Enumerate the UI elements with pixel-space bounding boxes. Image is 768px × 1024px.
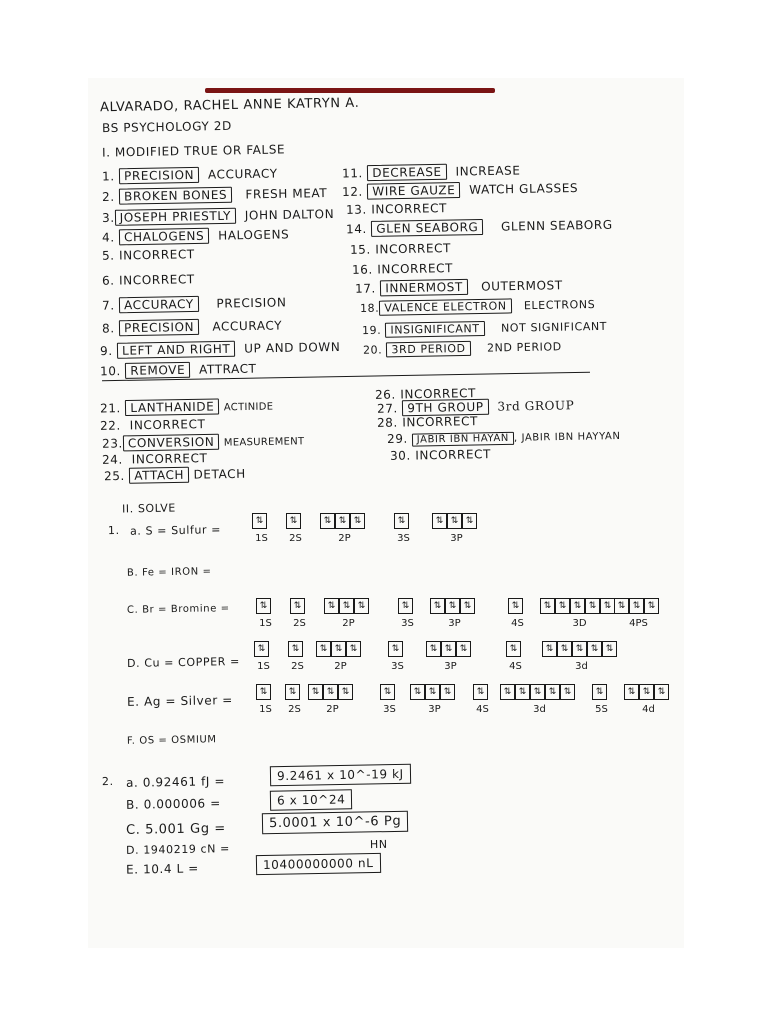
item-10: 10. REMOVE ATTRACT [99,361,257,379]
item-1: 1. PRECISION ACCURACY [101,166,278,184]
q1b-label: B. Fe = IRON = [126,566,212,579]
item-2: 2. BROKEN BONES FRESH MEAT [101,186,328,204]
item-26: 26. INCORRECT [374,386,477,402]
orbital-box: ⇅ [500,684,515,700]
item-8: 8. PRECISION ACCURACY [101,318,283,336]
q2a-answer: 9.2461 x 10^-19 kJ [270,764,411,786]
q2c-given: C. 5.001 Gg = [125,821,226,838]
orbital-box: ⇅ [320,513,335,529]
orbital-label: 3S [383,704,396,715]
orbital-box: ⇅ [254,641,269,657]
orbital-box: ⇅ [570,598,585,614]
orbital-box: ⇅ [585,598,600,614]
orbital-label: 2S [289,533,302,544]
orbital-box: ⇅ [335,513,350,529]
orbital-box: ⇅ [540,598,555,614]
orbital-label: 1S [255,533,268,544]
orbital-box: ⇅ [425,684,440,700]
orbital-box: ⇅ [560,684,575,700]
item-7: 7. ACCURACY PRECISION [101,295,287,313]
orbital-label: 3S [391,661,404,672]
q2c-answer: 5.0001 x 10^-6 Pg [262,811,409,835]
part2-title: II. SOLVE [121,501,177,516]
item-14: 14. GLEN SEABORG GLENN SEABORG [345,217,613,237]
orbital-box: ⇅ [639,684,654,700]
q2b-given: B. 0.000006 = [125,796,221,812]
q1-number: 1. [107,523,120,538]
orbital-box: ⇅ [308,684,323,700]
orbital-box: ⇅ [388,641,403,657]
item-28: 28. INCORRECT [376,414,479,430]
orbital-box: ⇅ [252,513,267,529]
orbital-box: ⇅ [508,598,523,614]
item-22: 22. INCORRECT [99,417,206,433]
orbital-box: ⇅ [354,598,369,614]
orbital-box: ⇅ [331,641,346,657]
orbital-label: 1S [257,661,270,672]
orbital-box: ⇅ [506,641,521,657]
orbital-box: ⇅ [545,684,560,700]
item-16: 16. INCORRECT [351,261,454,277]
orbital-box: ⇅ [380,684,395,700]
orbital-box: ⇅ [256,598,271,614]
item-30: 30. INCORRECT [389,447,492,463]
q1c-label: C. Br = Bromine = [126,603,230,616]
orbital-label: 2S [288,704,301,715]
orbital-label: 1S [259,618,272,629]
orbital-box: ⇅ [542,641,557,657]
item-23: 23. CONVERSION MEASUREMENT [101,434,305,451]
item-5: 5. INCORRECT [101,247,195,263]
orbital-box: ⇅ [430,598,445,614]
item-29: 29. JABIR IBN HAYAN , JABIR IBN HAYYAN [386,430,621,447]
item-17: 17. INNERMOST OUTERMOST [354,278,563,296]
orbital-label: 3P [450,533,463,544]
orbital-box: ⇅ [462,513,477,529]
part1-title: I. MODIFIED TRUE OR FALSE [101,142,286,160]
item-18: 18. VALENCE ELECTRON ELECTRONS [359,297,596,316]
orbital-box: ⇅ [572,641,587,657]
orbital-box: ⇅ [592,684,607,700]
orbital-box: ⇅ [460,598,475,614]
orbital-label: 5S [595,704,608,715]
orbital-label: 3P [444,661,457,672]
orbital-box: ⇅ [290,598,305,614]
orbital-box: ⇅ [323,684,338,700]
orbital-box: ⇅ [557,641,572,657]
q1d-label: D. Cu = COPPER = [126,655,240,670]
orbital-box: ⇅ [426,641,441,657]
orbital-box: ⇅ [288,641,303,657]
orbital-box: ⇅ [629,598,644,614]
orbital-label: 2S [291,661,304,672]
orbital-box: ⇅ [410,684,425,700]
orbital-box: ⇅ [600,598,615,614]
item-19: 19. INSIGNIFICANT NOT SIGNIFICANT [361,319,608,338]
q1f-label: F. OS = OSMIUM [126,734,217,747]
orbital-box: ⇅ [456,641,471,657]
orbital-box: ⇅ [432,513,447,529]
orbital-label: 3D [572,618,587,629]
orbital-box: ⇅ [316,641,331,657]
item-12: 12. WIRE GAUZE WATCH GLASSES [341,180,579,200]
orbital-box: ⇅ [614,598,629,614]
orbital-box: ⇅ [339,598,354,614]
orbital-box: ⇅ [654,684,669,700]
item-3: 3. JOSEPH PRIESTLY JOHN DALTON [101,206,335,226]
q2d-answer: HN [369,837,388,852]
orbital-box: ⇅ [286,513,301,529]
item-20: 20. 3RD PERIOD 2ND PERIOD [362,340,562,357]
orbital-label: 4d [642,704,655,715]
orbital-box: ⇅ [530,684,545,700]
orbital-box: ⇅ [324,598,339,614]
orbital-box: ⇅ [515,684,530,700]
orbital-box: ⇅ [338,684,353,700]
orbital-label: 2S [293,618,306,629]
orbital-box: ⇅ [256,684,271,700]
q2d-given: D. 1940219 cN = [125,842,231,857]
orbital-box: ⇅ [350,513,365,529]
q1a-label: a. S = Sulfur = [129,523,222,538]
orbital-label: 3S [401,618,414,629]
item-11: 11. DECREASE INCREASE [341,163,521,181]
orbital-label: 3d [533,704,546,715]
item-9: 9. LEFT AND RIGHT UP AND DOWN [99,339,341,359]
item-6: 6. INCORRECT [101,272,195,288]
orbital-label: 2P [326,704,339,715]
q2e-given: E. 10.4 L = [125,861,200,877]
item-13: 13. INCORRECT [345,201,448,217]
student-name: ALVARADO, RACHEL ANNE KATRYN A. [99,95,360,116]
orbital-label: 2P [334,661,347,672]
orbital-label: 4S [476,704,489,715]
orbital-label: 4PS [629,618,648,629]
q2-number: 2. [101,774,114,789]
orbital-box: ⇅ [555,598,570,614]
orbital-box: ⇅ [394,513,409,529]
student-course: BS PSYCHOLOGY 2D [101,118,232,136]
orbital-box: ⇅ [447,513,462,529]
orbital-box: ⇅ [346,641,361,657]
item-24: 24. INCORRECT [101,451,208,467]
orbital-label: 3S [397,533,410,544]
q2e-answer: 10400000000 nL [256,853,381,875]
orbital-box: ⇅ [624,684,639,700]
item-4: 4. CHALOGENS HALOGENS [101,227,290,245]
orbital-box: ⇅ [445,598,460,614]
orbital-box: ⇅ [602,641,617,657]
orbital-box: ⇅ [398,598,413,614]
item-15: 15. INCORRECT [349,241,452,257]
q2a-given: a. 0.92461 fJ = [125,774,226,790]
orbital-box: ⇅ [587,641,602,657]
orbital-label: 1S [259,704,272,715]
orbital-label: 3P [448,618,461,629]
item-25: 25. ATTACH DETACH [103,466,246,484]
orbital-label: 2P [338,533,351,544]
orbital-label: 4S [511,618,524,629]
orbital-label: 3d [575,661,588,672]
orbital-box: ⇅ [473,684,488,700]
orbital-label: 3P [428,704,441,715]
orbital-label: 4S [509,661,522,672]
orbital-box: ⇅ [644,598,659,614]
orbital-label: 2P [342,618,355,629]
item-27: 27. 9TH GROUP 3rd GROUP [376,398,575,416]
binding-strip [205,88,495,93]
q2b-answer: 6 x 10^24 [270,789,353,810]
orbital-box: ⇅ [285,684,300,700]
q1e-label: E. Ag = Silver = [126,693,234,709]
orbital-box: ⇅ [441,641,456,657]
orbital-box: ⇅ [440,684,455,700]
item-21: 21. LANTHANIDE ACTINIDE [99,399,274,416]
